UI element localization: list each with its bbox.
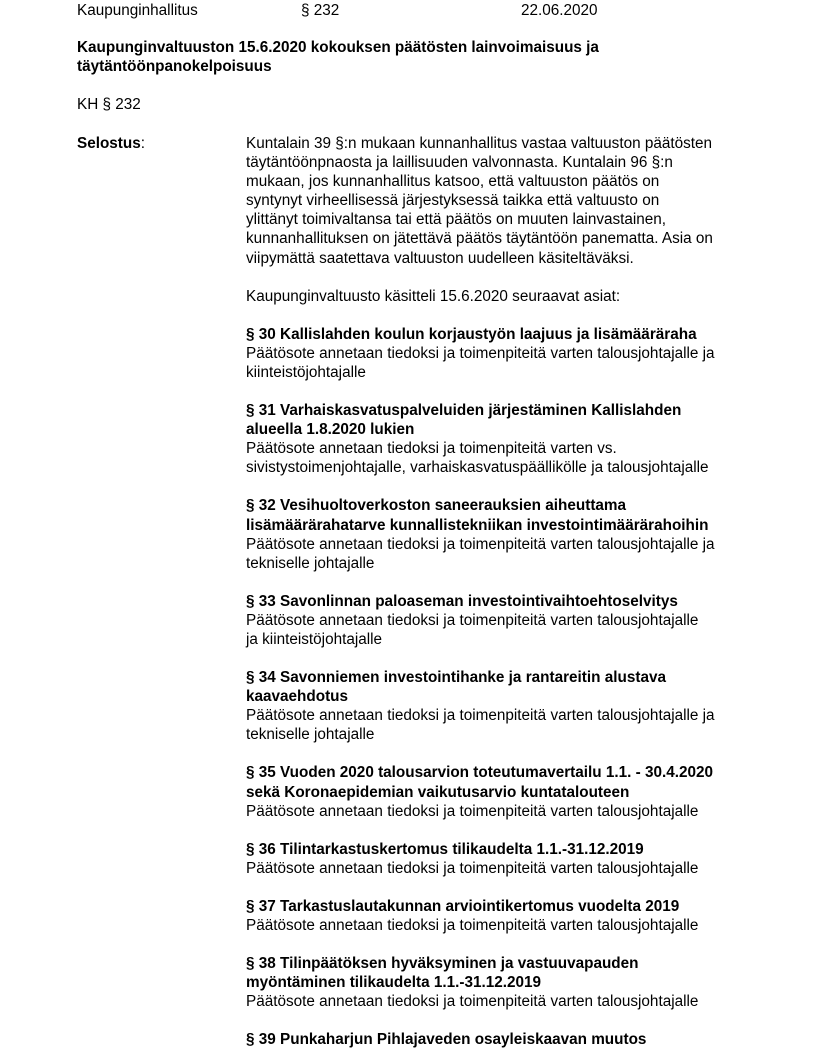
selostus-label bbox=[77, 134, 145, 153]
agenda-intro: Kaupunginvaltuusto käsitteli 15.6.2020 seuraavat asiat: bbox=[246, 287, 621, 305]
agenda-item-note: Päätösote annetaan tiedoksi ja toimenpiteitä varten talousjohtajalle ja kiinteistöjohtajalle bbox=[246, 611, 699, 648]
agenda-item-heading: § 36 Tilintarkastuskertomus tilikaudelta 1.1.-31.12.2019 bbox=[246, 840, 644, 858]
agenda-item-heading: § 30 Kallislahden koulun korjaustyön laajuus ja lisämääräraha bbox=[246, 325, 697, 343]
agenda-item-note: Päätösote annetaan tiedoksi ja toimenpiteitä varten talousjohtajalle ja kiinteistöjohtajalle bbox=[246, 344, 715, 381]
agenda-item-note: Päätösote annetaan tiedoksi ja toimenpiteitä varten talousjohtajalle ja tekniselle johtajalle bbox=[246, 707, 715, 744]
agenda-item bbox=[246, 763, 746, 820]
agenda-item-note: Päätösote annetaan tiedoksi ja toimenpiteitä varten talousjohtajalle bbox=[246, 859, 699, 877]
kh-reference: KH § 232 bbox=[77, 96, 141, 113]
agenda-item-note: Päätösote annetaan tiedoksi ja toimenpiteitä varten talousjohtajalle ja tekniselle johtajalle bbox=[246, 535, 715, 572]
agenda-item-heading: § 32 Vesihuoltoverkoston saneerauksien aiheuttama lisämäärärahatarve kunnallistekniikan investointimäärärahoihin bbox=[246, 497, 709, 534]
agenda-item bbox=[246, 592, 746, 649]
agenda-item-note: Päätösote annetaan tiedoksi ja toimenpiteitä varten talousjohtajalle bbox=[246, 917, 699, 934]
agenda-item bbox=[246, 897, 746, 935]
header-date: 22.06.2020 bbox=[521, 2, 598, 19]
intro-paragraph: Kuntalain 39 §:n mukaan kunnanhallitus vastaa valtuuston päätösten täytäntöönpnaosta ja laillisuuden valvonnasta. Kuntalain 96 §:n mukaan, jos kunnanhallitus katsoo, että valtuuston päätös on syntynyt virheellisessä järjestyksessä taikka että valtuusto on ylittänyt toimivaltansa tai että päätös on muuten lainvastainen, kunnanhallituksen on jätettävä päätös täytäntöön panematta. Asia on viipymättä saatettava valtuuston uudelleen käsiteltäväksi. bbox=[246, 135, 713, 267]
page-header bbox=[0, 1, 816, 21]
selostus-label-text: Selostus bbox=[77, 135, 141, 152]
agenda-item bbox=[246, 840, 746, 878]
agenda-item bbox=[246, 496, 746, 572]
agenda-item bbox=[246, 954, 746, 1011]
agenda-item-heading: § 31 Varhaiskasvatuspalveluiden järjestäminen Kallislahden alueella 1.8.2020 lukien bbox=[246, 402, 682, 439]
agenda-item-heading: § 37 Tarkastuslautakunnan arviointikertomus vuodelta 2019 bbox=[246, 897, 680, 915]
agenda-list bbox=[246, 325, 746, 1050]
agenda-item-note: Päätösote annetaan tiedoksi ja toimenpiteitä varten talousjohtajalle bbox=[246, 802, 699, 820]
agenda-item-heading: § 34 Savonniemen investointihanke ja rantareitin alustava kaavaehdotus bbox=[246, 669, 666, 706]
agenda-item-heading: § 35 Vuoden 2020 talousarvion toteutumavertailu 1.1. - 30.4.2020 sekä Koronaepidemian vaikutusarvio kuntatalouteen bbox=[246, 764, 714, 801]
agenda-item bbox=[246, 401, 746, 477]
agenda-item-heading: § 38 Tilinpäätöksen hyväksyminen ja vastuuvapauden myöntäminen tilikaudelta 1.1.-31.12.2019 bbox=[246, 955, 639, 992]
agenda-item bbox=[246, 668, 746, 744]
agenda-item bbox=[246, 325, 746, 382]
agenda-item-heading: § 39 Punkaharjun Pihlajaveden osayleiskaavan muutos bbox=[246, 1031, 647, 1049]
header-organ: Kaupunginhallitus bbox=[77, 2, 198, 19]
selostus-label-colon: : bbox=[140, 135, 146, 152]
document-title: Kaupunginvaltuuston 15.6.2020 kokouksen päätösten lainvoimaisuus ja täytäntöönpanokelpoisuus bbox=[77, 39, 599, 75]
agenda-item-note: Päätösote annetaan tiedoksi ja toimenpiteitä varten vs. sivistystoimenjohtajalle, varhaiskasvatuspäällikölle ja talousjohtajalle bbox=[246, 440, 709, 477]
agenda-item-note: Päätösote annetaan tiedoksi ja toimenpiteitä varten talousjohtajalle bbox=[246, 993, 699, 1011]
selostus-body bbox=[246, 134, 746, 1049]
agenda-item-heading: § 33 Savonlinnan paloaseman investointivaihtoehtoselvitys bbox=[246, 592, 678, 610]
header-section-number: § 232 bbox=[301, 2, 340, 19]
agenda-item bbox=[246, 1030, 746, 1049]
